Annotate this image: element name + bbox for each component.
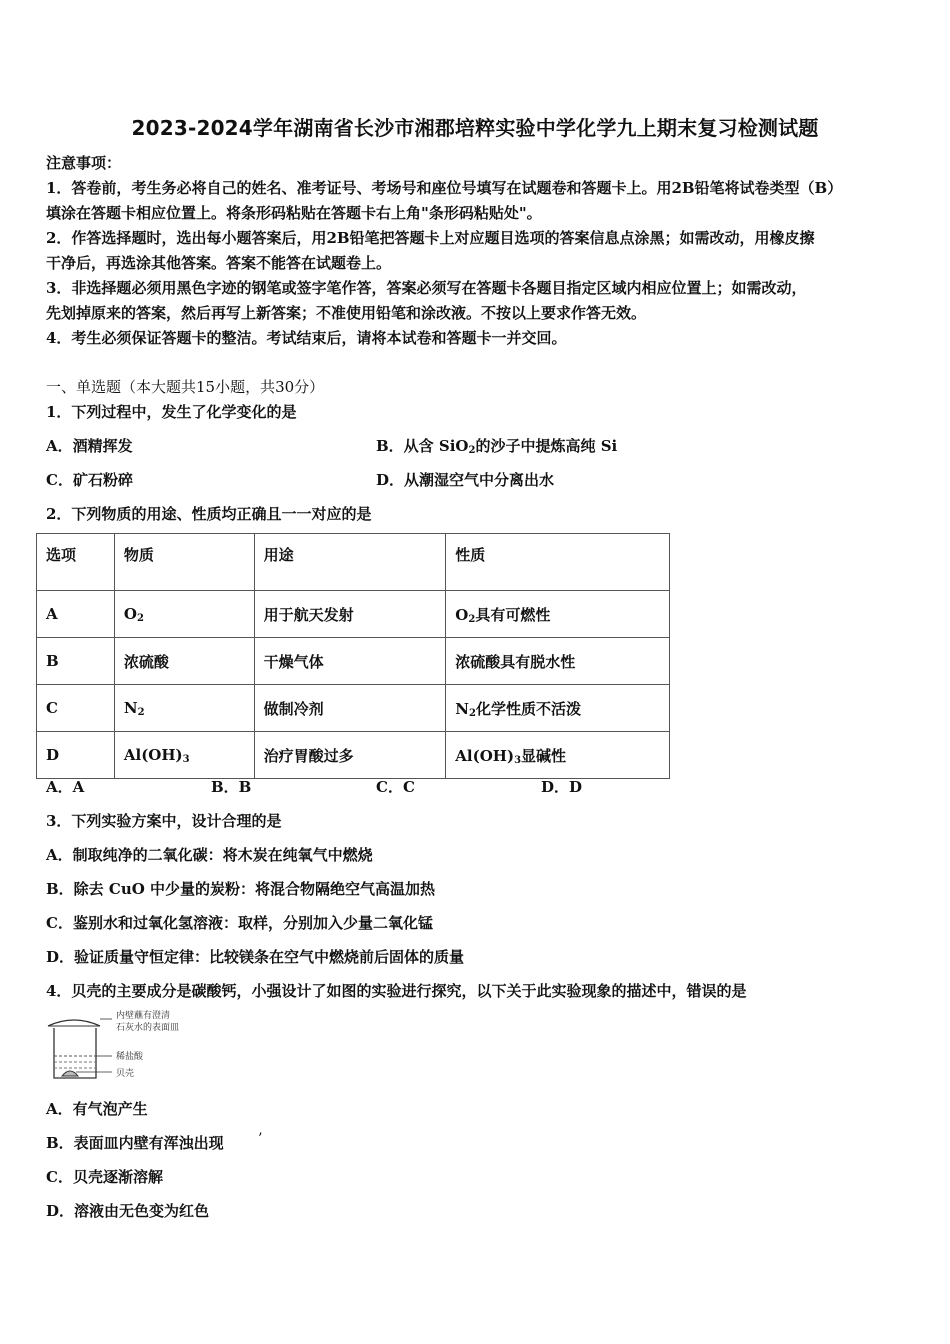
substance-subscript: 2 xyxy=(137,706,145,718)
q1-option-b-text: B．从含 SiO xyxy=(376,437,469,455)
watch-glass-shape xyxy=(48,1020,100,1026)
figure-label: 石灰水的表面皿 xyxy=(116,1023,180,1033)
table-header-cell: 物质 xyxy=(114,534,254,591)
table-cell-option: B xyxy=(37,638,115,685)
property-text: 浓硫酸具有脱水性 xyxy=(455,652,576,671)
q1-option-b[interactable] xyxy=(376,435,617,456)
table-cell-property xyxy=(446,685,670,732)
table-cell-use: 干燥气体 xyxy=(254,638,446,685)
figure-label: 贝壳 xyxy=(116,1069,135,1079)
substance-text: O xyxy=(123,604,137,623)
table-header-cell: 选项 xyxy=(37,534,115,591)
table-cell-substance xyxy=(114,732,254,779)
property-text: Al(OH) xyxy=(455,746,515,765)
q1-option-b-tail: 的沙子中提炼高纯 Si xyxy=(475,437,618,455)
q2-table xyxy=(36,533,670,779)
stray-mark: ’ xyxy=(258,1131,263,1147)
property-text: N xyxy=(455,699,470,718)
substance-text: Al(OH) xyxy=(123,745,183,764)
substance-text: N xyxy=(123,698,138,717)
q3-option-d[interactable]: D．验证质量守恒定律：比较镁条在空气中燃烧前后固体的质量 xyxy=(46,948,465,966)
table-header-cell: 用途 xyxy=(254,534,446,591)
q2-option-a[interactable]: A．A xyxy=(46,778,85,796)
substance-text: 浓硫酸 xyxy=(123,652,169,671)
notes-line: 干净后，再选涂其他答案。答案不能答在试题卷上。 xyxy=(46,254,392,272)
q4-option-a[interactable]: A．有气泡产生 xyxy=(46,1100,148,1118)
question-4-stem: 4．贝壳的主要成分是碳酸钙，小强设计了如图的实验进行探究，以下关于此实验现象的描述中，错误的是 xyxy=(46,982,747,1000)
q3-option-a[interactable]: A．制取纯净的二氧化碳：将木炭在纯氧气中燃烧 xyxy=(46,846,373,864)
q2-option-d[interactable]: D．D xyxy=(541,778,583,796)
property-text: O xyxy=(455,605,469,624)
q2-option-c[interactable]: C．C xyxy=(376,778,415,796)
question-3-stem: 3．下列实验方案中，设计合理的是 xyxy=(46,812,282,830)
q1-option-b-subscript: 2 xyxy=(468,445,476,456)
q2-option-b[interactable]: B．B xyxy=(211,778,252,796)
table-cell-substance xyxy=(114,685,254,732)
table-row xyxy=(37,638,670,685)
table-row xyxy=(37,685,670,732)
table-row xyxy=(37,591,670,638)
property-subscript: 3 xyxy=(514,754,522,766)
notes-line: 1．答卷前，考生务必将自己的姓名、准考证号、考场号和座位号填写在试题卷和答题卡上。用2B铅笔将试卷类型（B） xyxy=(46,179,843,197)
section-heading: 一、单选题（本大题共15小题，共30分） xyxy=(46,378,325,396)
table-cell-use: 治疗胃酸过多 xyxy=(254,732,446,779)
property-subscript: 2 xyxy=(469,707,476,719)
page-title: 2023-2024学年湖南省长沙市湘郡培粹实验中学化学九上期末复习检测试题 xyxy=(131,116,819,140)
substance-subscript: 3 xyxy=(182,753,190,765)
q1-option-d[interactable]: D．从潮湿空气中分离出水 xyxy=(376,471,555,489)
figure-label: 稀盐酸 xyxy=(116,1052,144,1062)
shell-shape xyxy=(62,1071,78,1076)
notes-line: 3．非选择题必须用黑色字迹的钢笔或签字笔作答，答案必须写在答题卡各题目指定区域内相应位置上；如需改动， xyxy=(46,279,807,297)
property-tail: 具有可燃性 xyxy=(475,605,551,624)
table-cell-property xyxy=(446,638,670,685)
table-cell-option: D xyxy=(37,732,115,779)
q4-option-c[interactable]: C．贝壳逐渐溶解 xyxy=(46,1168,163,1186)
substance-subscript: 2 xyxy=(136,612,144,624)
q1-option-a[interactable]: A．酒精挥发 xyxy=(46,437,133,455)
property-tail: 显碱性 xyxy=(521,746,567,765)
table-cell-use: 做制冷剂 xyxy=(254,685,446,732)
table-cell-property xyxy=(446,591,670,638)
beaker-shape xyxy=(54,1028,96,1078)
notes-heading: 注意事项： xyxy=(46,154,122,172)
table-cell-property xyxy=(446,732,670,779)
q4-option-b[interactable]: B．表面皿内壁有浑浊出现 xyxy=(46,1134,224,1152)
property-tail: 化学性质不活泼 xyxy=(475,699,581,718)
table-cell-substance xyxy=(114,591,254,638)
experiment-diagram xyxy=(42,1010,202,1082)
q3-option-c[interactable]: C．鉴别水和过氧化氢溶液：取样，分别加入少量二氧化锰 xyxy=(46,914,433,932)
table-header-cell: 性质 xyxy=(446,534,670,591)
table-row xyxy=(37,732,670,779)
q3-option-b[interactable]: B．除去 CuO 中少量的炭粉：将混合物隔绝空气高温加热 xyxy=(46,880,436,898)
table-cell-option: A xyxy=(37,591,115,638)
notes-line: 2．作答选择题时，选出每小题答案后，用2B铅笔把答题卡上对应题目选项的答案信息点涂黑；如需改动，用橡皮擦 xyxy=(46,229,815,247)
q1-option-c[interactable]: C．矿石粉碎 xyxy=(46,471,133,489)
notes-line: 4．考生必须保证答题卡的整洁。考试结束后，请将本试卷和答题卡一并交回。 xyxy=(46,329,567,347)
table-header-row xyxy=(37,534,670,591)
table-cell-use: 用于航天发射 xyxy=(254,591,446,638)
property-subscript: 2 xyxy=(468,613,476,625)
figure-label: 内壁蘸有澄清 xyxy=(116,1011,171,1021)
notes-line: 先划掉原来的答案，然后再写上新答案；不准使用铅笔和涂改液。不按以上要求作答无效。 xyxy=(46,304,647,322)
table-cell-option: C xyxy=(37,685,115,732)
q4-option-d[interactable]: D．溶液由无色变为红色 xyxy=(46,1202,210,1220)
question-1-stem: 1．下列过程中，发生了化学变化的是 xyxy=(46,403,297,421)
notes-line: 填涂在答题卡相应位置上。将条形码粘贴在答题卡右上角"条形码粘贴处"。 xyxy=(46,204,542,222)
question-2-stem: 2．下列物质的用途、性质均正确且一一对应的是 xyxy=(46,505,372,523)
table-cell-substance xyxy=(114,638,254,685)
